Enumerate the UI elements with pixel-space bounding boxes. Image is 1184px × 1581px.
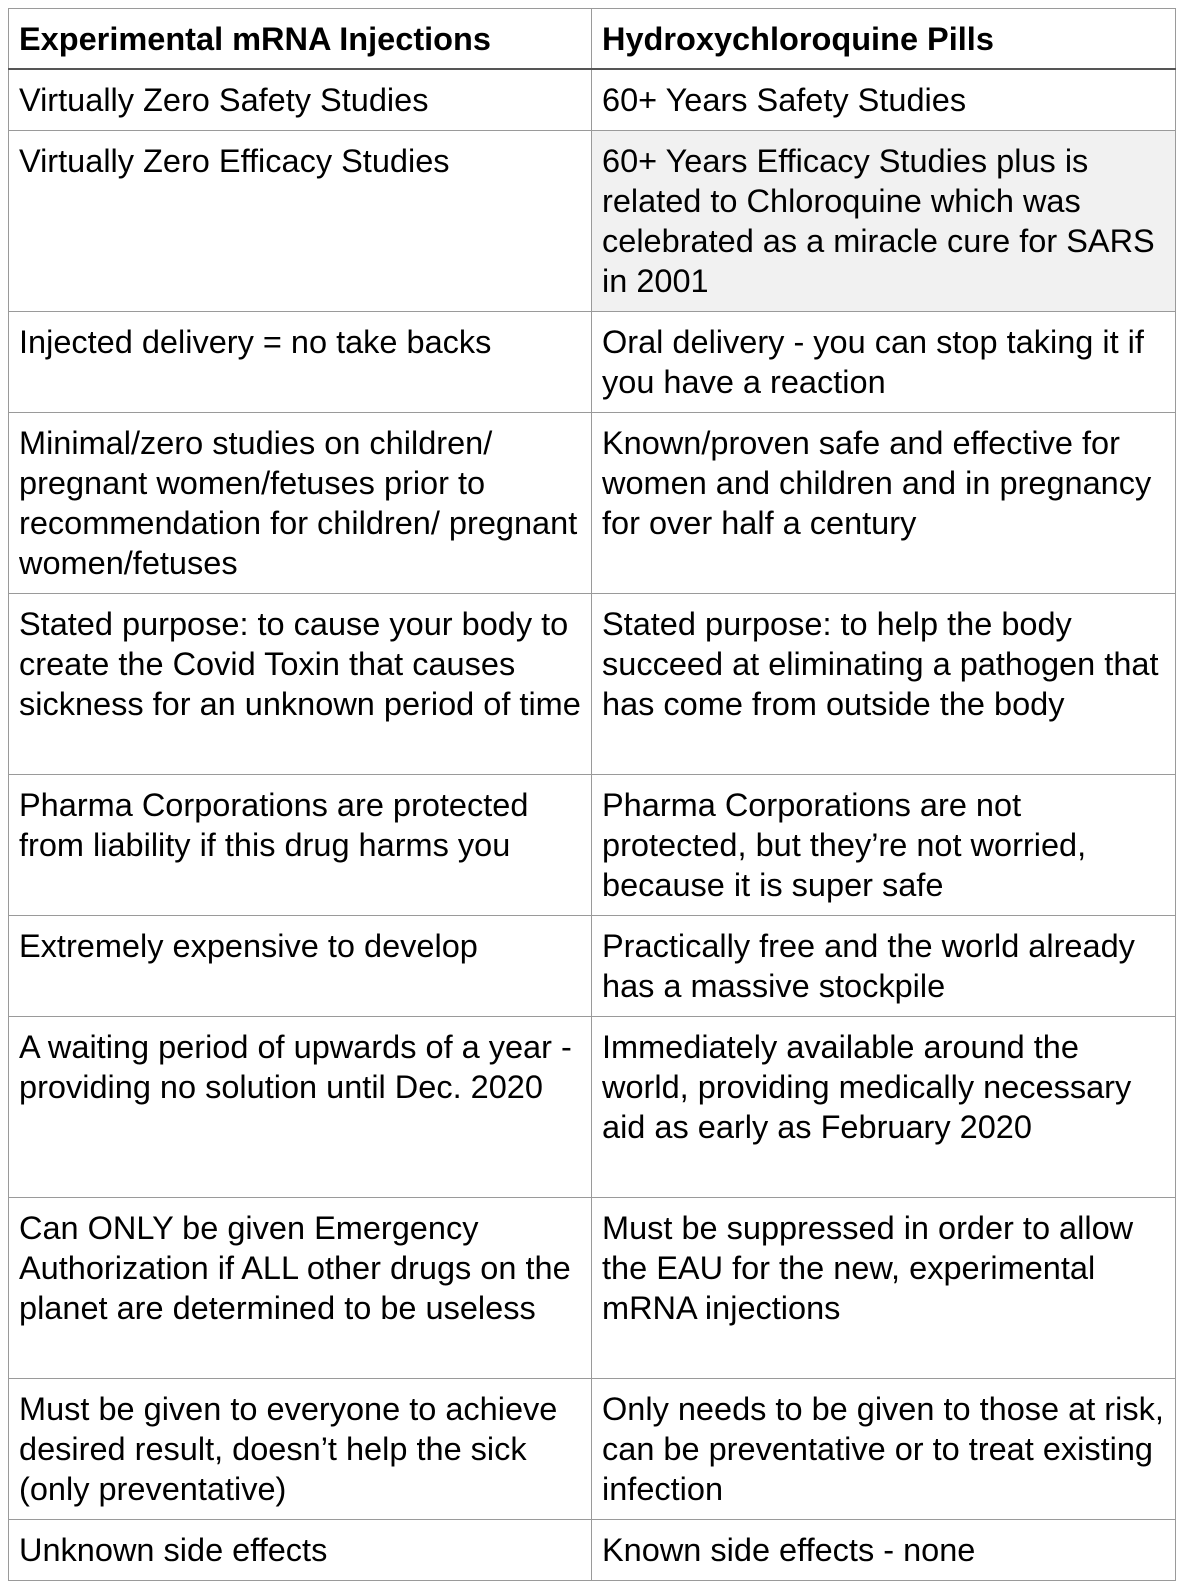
mrna-cell: Pharma Corporations are protected from liability if this drug harms you — [9, 775, 592, 916]
table-row — [9, 131, 1176, 312]
mrna-cell: Virtually Zero Efficacy Studies — [9, 131, 592, 312]
hcq-cell: Stated purpose: to help the body succeed at eliminating a pathogen that has come from outside the body — [592, 594, 1176, 775]
mrna-cell: Injected delivery = no take backs — [9, 312, 592, 413]
hcq-cell: Known/proven safe and effective for women and children and in pregnancy for over half a century — [592, 413, 1176, 594]
table-row — [9, 1379, 1176, 1520]
mrna-cell: A waiting period of upwards of a year - providing no solution until Dec. 2020 — [9, 1017, 592, 1198]
table-row — [9, 1198, 1176, 1379]
table-row — [9, 916, 1176, 1017]
table-row — [9, 775, 1176, 916]
mrna-cell: Minimal/zero studies on children/ pregnant women/fetuses prior to recommendation for children/ pregnant women/fetuses — [9, 413, 592, 594]
mrna-cell: Must be given to everyone to achieve desired result, doesn’t help the sick (only preventative) — [9, 1379, 592, 1520]
hcq-cell: Practically free and the world already has a massive stockpile — [592, 916, 1176, 1017]
comparison-table — [8, 8, 1176, 1581]
hcq-cell: 60+ Years Safety Studies — [592, 69, 1176, 131]
table-row — [9, 1520, 1176, 1581]
mrna-cell: Virtually Zero Safety Studies — [9, 69, 592, 131]
column-header-mrna: Experimental mRNA Injections — [9, 9, 592, 70]
table-row — [9, 312, 1176, 413]
table-row — [9, 594, 1176, 775]
hcq-cell: Only needs to be given to those at risk, can be preventative or to treat existing infection — [592, 1379, 1176, 1520]
hcq-cell: Oral delivery - you can stop taking it if you have a reaction — [592, 312, 1176, 413]
table-row — [9, 69, 1176, 131]
table-row — [9, 413, 1176, 594]
hcq-cell: Known side effects - none — [592, 1520, 1176, 1581]
column-header-hcq: Hydroxychloroquine Pills — [592, 9, 1176, 70]
mrna-cell: Unknown side effects — [9, 1520, 592, 1581]
mrna-cell: Stated purpose: to cause your body to create the Covid Toxin that causes sickness for an unknown period of time — [9, 594, 592, 775]
table-row — [9, 1017, 1176, 1198]
hcq-cell: Pharma Corporations are not protected, but they’re not worried, because it is super safe — [592, 775, 1176, 916]
mrna-cell: Can ONLY be given Emergency Authorization if ALL other drugs on the planet are determined to be useless — [9, 1198, 592, 1379]
hcq-cell: Must be suppressed in order to allow the EAU for the new, experimental mRNA injections — [592, 1198, 1176, 1379]
header-row — [9, 9, 1176, 70]
mrna-cell: Extremely expensive to develop — [9, 916, 592, 1017]
hcq-cell: Immediately available around the world, providing medically necessary aid as early as February 2020 — [592, 1017, 1176, 1198]
hcq-cell: 60+ Years Efficacy Studies plus is related to Chloroquine which was celebrated as a miracle cure for SARS in 2001 — [592, 131, 1176, 312]
